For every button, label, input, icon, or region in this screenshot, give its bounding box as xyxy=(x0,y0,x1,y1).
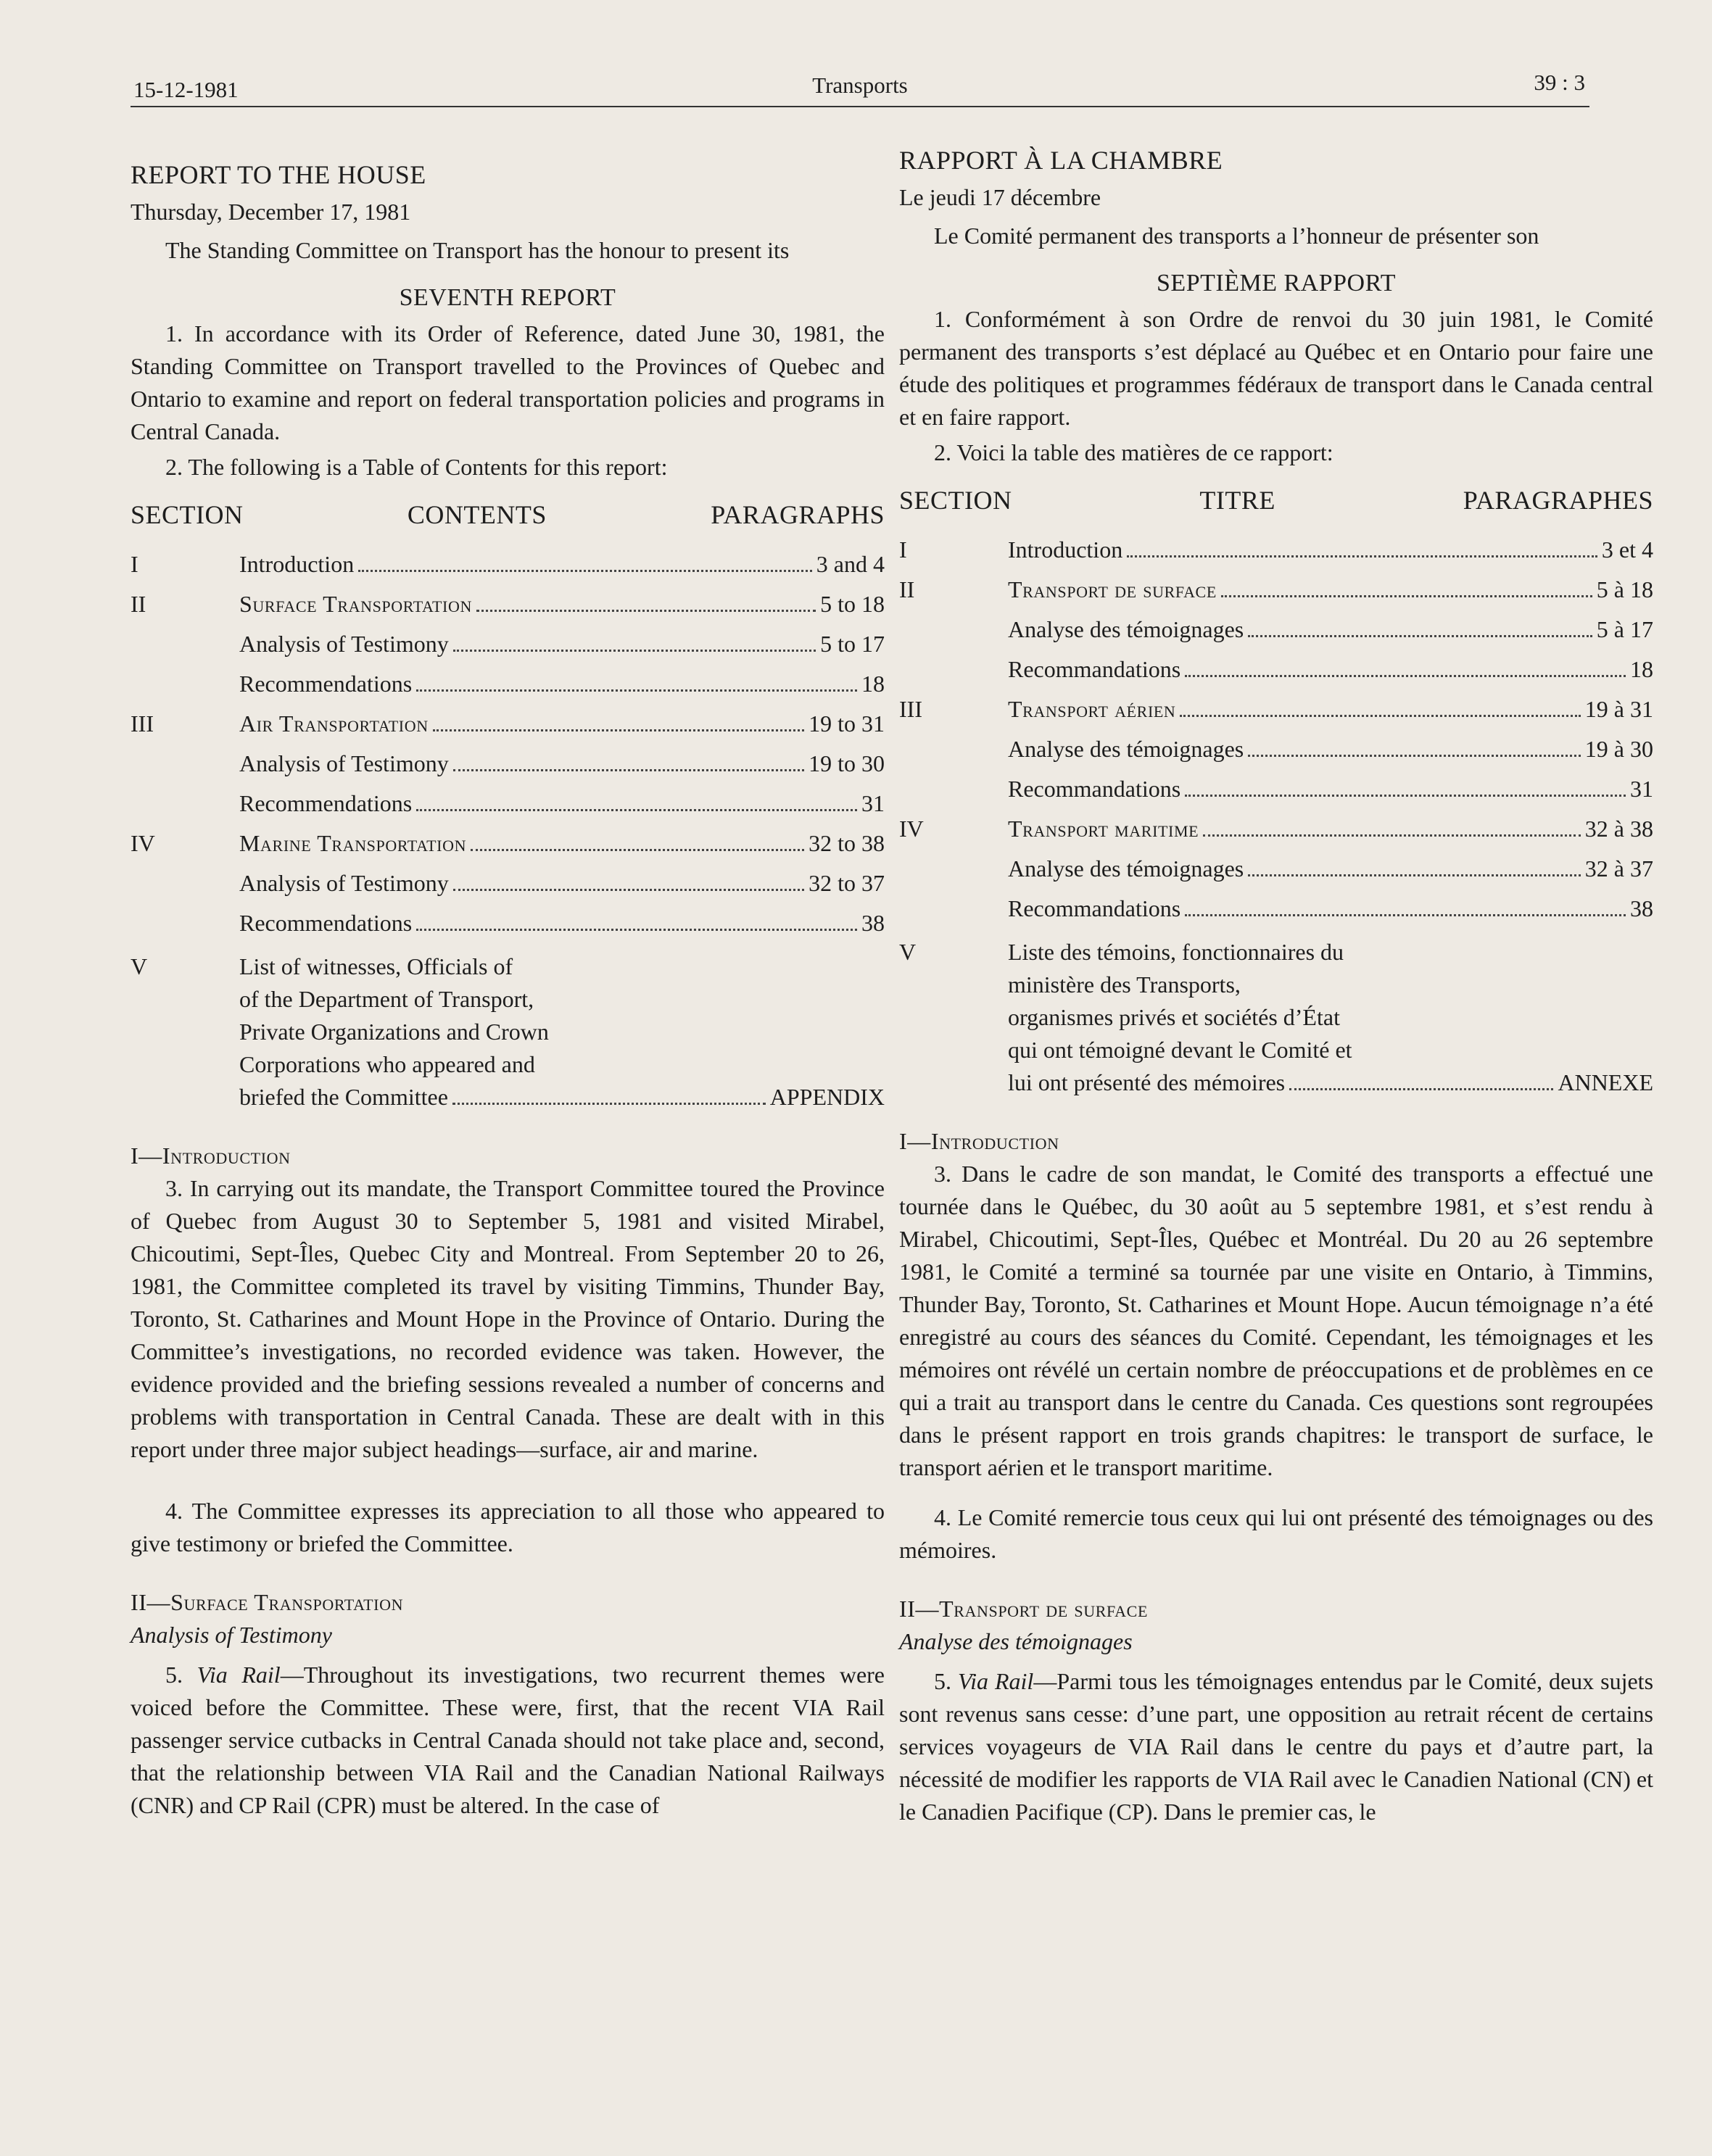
dot-leader xyxy=(416,689,857,692)
header-title: Transports xyxy=(812,72,908,98)
toc-section-number: II xyxy=(899,576,915,602)
toc-row xyxy=(131,744,885,784)
dot-leader xyxy=(1221,594,1592,597)
toc-value: 5 to 18 xyxy=(820,591,885,617)
dot-leader xyxy=(1248,634,1592,637)
subsection-heading: Analysis of Testimony xyxy=(131,1622,332,1648)
toc-line: briefed the Committee xyxy=(239,1084,448,1110)
toc-row xyxy=(899,610,1653,650)
toc-row xyxy=(899,530,1653,570)
dot-leader xyxy=(453,768,804,771)
dot-leader xyxy=(452,1102,766,1105)
toc-value: 5 to 17 xyxy=(820,631,885,657)
report-heading: RAPPORT À LA CHAMBRE xyxy=(899,146,1223,175)
toc-section-number: V xyxy=(131,953,148,979)
toc-label: Transport aérien xyxy=(1008,696,1176,722)
toc-row xyxy=(899,809,1653,849)
dot-leader xyxy=(453,649,816,652)
toc-label: Analysis of Testimony xyxy=(239,631,449,657)
paragraph-5 xyxy=(131,1659,885,1822)
toc-header xyxy=(899,485,1653,515)
toc-row xyxy=(131,784,885,824)
report-date: Le jeudi 17 décembre xyxy=(899,184,1101,210)
header-date: 15-12-1981 xyxy=(133,77,239,102)
paragraph-4: 4. Le Comité remercie tous ceux qui lui ont présenté des témoignages ou des mémoires. xyxy=(899,1504,1653,1563)
toc-label: Recommandations xyxy=(1008,656,1181,682)
toc-row xyxy=(131,903,885,943)
toc-row xyxy=(131,863,885,903)
toc-value: 19 à 30 xyxy=(1584,736,1653,762)
paragraph-3: 3. In carrying out its mandate, the Transport Committee toured the Province of Quebec from August 30 to September 5, 1981 and visited Mirabel, Chicoutimi, Sept-Îles, Quebec City and Montreal. From September 20 to 26, 1981, the Committee completed its travel by visiting Timmins, Thunder Bay, Toronto, St. Catharines and Mount Hope in the Province of Ontario. During the Committee’s investigations, no recorded evidence was taken. However, the evidence provided and the briefing sessions revealed a number of concerns and problems with transportation in Central Canada. These are dealt with in this report under three major subject headings—surface, air and marine. xyxy=(131,1175,885,1462)
toc-line: Corporations who appeared and xyxy=(239,1051,535,1077)
toc-line: Liste des témoins, fonctionnaires du xyxy=(1008,939,1344,965)
toc-header-section: SECTION xyxy=(131,500,244,529)
toc-section-number: III xyxy=(131,710,154,737)
table-of-contents xyxy=(131,544,885,943)
para-lead: 5. xyxy=(934,1668,958,1694)
toc-row xyxy=(899,689,1653,729)
toc-value: 3 and 4 xyxy=(816,551,885,577)
toc-label: Surface Transportation xyxy=(239,591,472,617)
toc-line: qui ont témoigné devant le Comité et xyxy=(1008,1037,1352,1063)
toc-line: lui ont présenté des mémoires xyxy=(1008,1069,1286,1095)
toc-label: Transport de surface xyxy=(1008,576,1217,602)
toc-value: 32 à 37 xyxy=(1584,855,1653,882)
toc-header xyxy=(131,499,885,530)
toc-line: List of witnesses, Officials of xyxy=(239,953,513,979)
toc-value: 32 à 38 xyxy=(1584,816,1653,842)
toc-label: Air Transportation xyxy=(239,710,429,737)
dot-leader xyxy=(1248,754,1581,757)
dot-leader xyxy=(1180,714,1580,717)
dot-leader xyxy=(471,848,804,851)
toc-label: Analyse des témoignages xyxy=(1008,855,1244,882)
toc-line: ministère des Transports, xyxy=(1008,971,1241,998)
toc-label: Recommandations xyxy=(1008,776,1181,802)
toc-header-contents: CONTENTS xyxy=(407,500,547,529)
toc-value: 19 to 31 xyxy=(809,710,885,737)
toc-section-number: I xyxy=(131,551,138,577)
toc-value: ANNEXE xyxy=(1558,1069,1653,1095)
paragraph-4: 4. The Committee expresses its appreciation to all those who appeared to give testimony or briefed the Committee. xyxy=(131,1498,885,1556)
intro-paragraph: The Standing Committee on Transport has the honour to present its xyxy=(165,237,790,263)
paragraph-3: 3. Dans le cadre de son mandat, le Comité des transports a effectué une tournée dans le Québec, du 30 août au 5 septembre 1981, et s’est rendu à Mirabel, Chicoutimi, Sept-Îles, Québec et Montréal. Du 20 au 26 septembre 1981, le Comité a terminé sa tournée par une visite en Ontario, à Timmins, Thunder Bay, Toronto, St. Catharines et Mount Hope. Aucun témoignage n’a été enregistré au cours des séances du Comité. Cependant, les témoignages et les mémoires ont révélé un certain nombre de préoccupations et de problèmes en ce qui a trait au transport dans le centre du Canada. Ces questions sont regroupées dans le présent rapport en trois grands chapitres: le transport de surface, le transport aérien et le transport maritime. xyxy=(899,1161,1653,1480)
toc-value: 3 et 4 xyxy=(1601,536,1653,563)
para-italic-term: Via Rail xyxy=(197,1662,281,1688)
dot-leader xyxy=(416,928,857,931)
toc-value: 32 to 38 xyxy=(809,830,885,856)
para-italic-term: Via Rail xyxy=(957,1668,1034,1694)
toc-label: Recommendations xyxy=(239,910,413,936)
toc-value: 32 to 37 xyxy=(809,870,885,896)
toc-row xyxy=(131,824,885,863)
toc-row xyxy=(131,544,885,584)
toc-value: 38 xyxy=(1630,895,1653,921)
toc-label: Introduction xyxy=(1008,536,1123,563)
dot-leader xyxy=(1185,913,1626,916)
paragraph-5 xyxy=(899,1665,1653,1828)
toc-section-number: II xyxy=(131,591,146,617)
dot-leader xyxy=(476,609,816,612)
dot-leader xyxy=(1203,834,1581,837)
dot-leader xyxy=(416,808,857,811)
toc-label: Recommendations xyxy=(239,790,413,816)
paragraph-1: 1. Conformément à son Ordre de renvoi du 30 juin 1981, le Comité permanent des transports s’est déplacé au Québec et en Ontario pour faire une étude des politiques et programmes fédéraux de transport dans le Canada central et en faire rapport. xyxy=(899,306,1653,430)
toc-section-number: V xyxy=(899,939,917,965)
toc-row xyxy=(899,936,1653,1099)
toc-header-paragraphs: PARAGRAPHES xyxy=(1463,486,1653,515)
toc-row xyxy=(899,650,1653,689)
toc-label: Transport maritime xyxy=(1008,816,1199,842)
toc-header-section: SECTION xyxy=(899,486,1012,515)
dot-leader xyxy=(1185,794,1626,797)
header-page-number: 39 : 3 xyxy=(1534,70,1585,95)
toc-value: 19 à 31 xyxy=(1584,696,1653,722)
toc-row xyxy=(899,849,1653,889)
toc-row xyxy=(131,950,885,1114)
toc-row xyxy=(131,584,885,624)
toc-row xyxy=(899,889,1653,929)
report-number-heading: SEPTIÈME RAPPORT xyxy=(1157,270,1396,297)
toc-value: 19 to 30 xyxy=(809,750,885,776)
paragraph-1: 1. In accordance with its Order of Reference, dated June 30, 1981, the Standing Committee on Transport travelled to the Provinces of Quebec and Ontario to examine and report on federal transportation policies and programs in Central Canada. xyxy=(131,320,885,444)
section-heading: I—Introduction xyxy=(131,1143,291,1169)
toc-row xyxy=(899,570,1653,610)
toc-label: Marine Transportation xyxy=(239,830,467,856)
toc-section-number: IV xyxy=(899,816,924,842)
dot-leader xyxy=(453,888,804,891)
toc-value: 38 xyxy=(861,910,885,936)
toc-header-paragraphs: PARAGRAPHS xyxy=(711,500,885,529)
toc-line: organismes privés et sociétés d’État xyxy=(1008,1004,1340,1030)
toc-value: 5 à 17 xyxy=(1596,616,1653,642)
paragraph-2: 2. Voici la table des matières de ce rapport: xyxy=(934,439,1333,465)
toc-label: Analyse des témoignages xyxy=(1008,736,1244,762)
para-body: —Throughout its investigations, two recurrent themes were voiced before the Committee. These were, first, that the recent VIA Rail passenger service cutbacks in Central Canada should not take place and, second, that the relationship between VIA Rail and the Canadian National Railways (CNR) and CP Rail (CPR) must be altered. In the case of xyxy=(131,1662,885,1818)
toc-row xyxy=(899,769,1653,809)
paragraph-2: 2. The following is a Table of Contents for this report: xyxy=(165,454,668,480)
english-column xyxy=(131,145,885,1822)
running-header xyxy=(131,70,1589,107)
toc-label: Recommandations xyxy=(1008,895,1181,921)
para-lead: 5. xyxy=(165,1662,197,1688)
toc-header-contents: TITRE xyxy=(1199,486,1275,515)
toc-label: Analysis of Testimony xyxy=(239,870,449,896)
para-body: —Parmi tous les témoignages entendus par le Comité, deux sujets sont revenus sans cesse: d’une part, une opposition au retrait récent de certains services voyageurs de VIA Rail dans le centre du pays et d’autre part, la nécessité de modifier les rapports de VIA Rail avec le Canadien National (CN) et le Canadien Pacifique (CP). Dans le premier cas, le xyxy=(899,1668,1654,1825)
toc-label: Recommendations xyxy=(239,671,413,697)
toc-label: Analysis of Testimony xyxy=(239,750,449,776)
dot-leader xyxy=(1127,555,1597,557)
french-column xyxy=(899,145,1653,1828)
toc-row xyxy=(899,729,1653,769)
report-number-heading: SEVENTH REPORT xyxy=(399,284,616,311)
toc-section-number: I xyxy=(899,536,907,563)
toc-row xyxy=(131,624,885,664)
toc-value: 18 xyxy=(861,671,885,697)
intro-paragraph: Le Comité permanent des transports a l’honneur de présenter son xyxy=(934,223,1539,249)
toc-label: Analyse des témoignages xyxy=(1008,616,1244,642)
toc-row xyxy=(131,664,885,704)
report-date: Thursday, December 17, 1981 xyxy=(131,199,411,225)
subsection-heading: Analyse des témoignages xyxy=(899,1628,1133,1654)
toc-section-number: III xyxy=(899,696,922,722)
dot-leader xyxy=(1248,874,1581,876)
toc-value: 31 xyxy=(1630,776,1653,802)
toc-value: 18 xyxy=(1630,656,1653,682)
toc-value: 5 à 18 xyxy=(1596,576,1653,602)
report-heading: REPORT TO THE HOUSE xyxy=(131,160,426,189)
toc-line: of the Department of Transport, xyxy=(239,986,534,1012)
section-heading: II—Transport de surface xyxy=(899,1596,1148,1622)
toc-line: Private Organizations and Crown xyxy=(239,1019,549,1045)
section-heading: II—Surface Transportation xyxy=(131,1589,404,1615)
toc-label: Introduction xyxy=(239,551,355,577)
toc-row xyxy=(131,704,885,744)
dot-leader xyxy=(1185,674,1626,677)
section-heading: I—Introduction xyxy=(899,1128,1059,1154)
dot-leader xyxy=(433,729,804,731)
toc-section-number: IV xyxy=(131,830,155,856)
dot-leader xyxy=(358,569,812,572)
dot-leader xyxy=(1289,1087,1553,1090)
table-of-contents xyxy=(899,530,1653,929)
toc-value: APPENDIX xyxy=(769,1084,885,1110)
toc-value: 31 xyxy=(861,790,885,816)
